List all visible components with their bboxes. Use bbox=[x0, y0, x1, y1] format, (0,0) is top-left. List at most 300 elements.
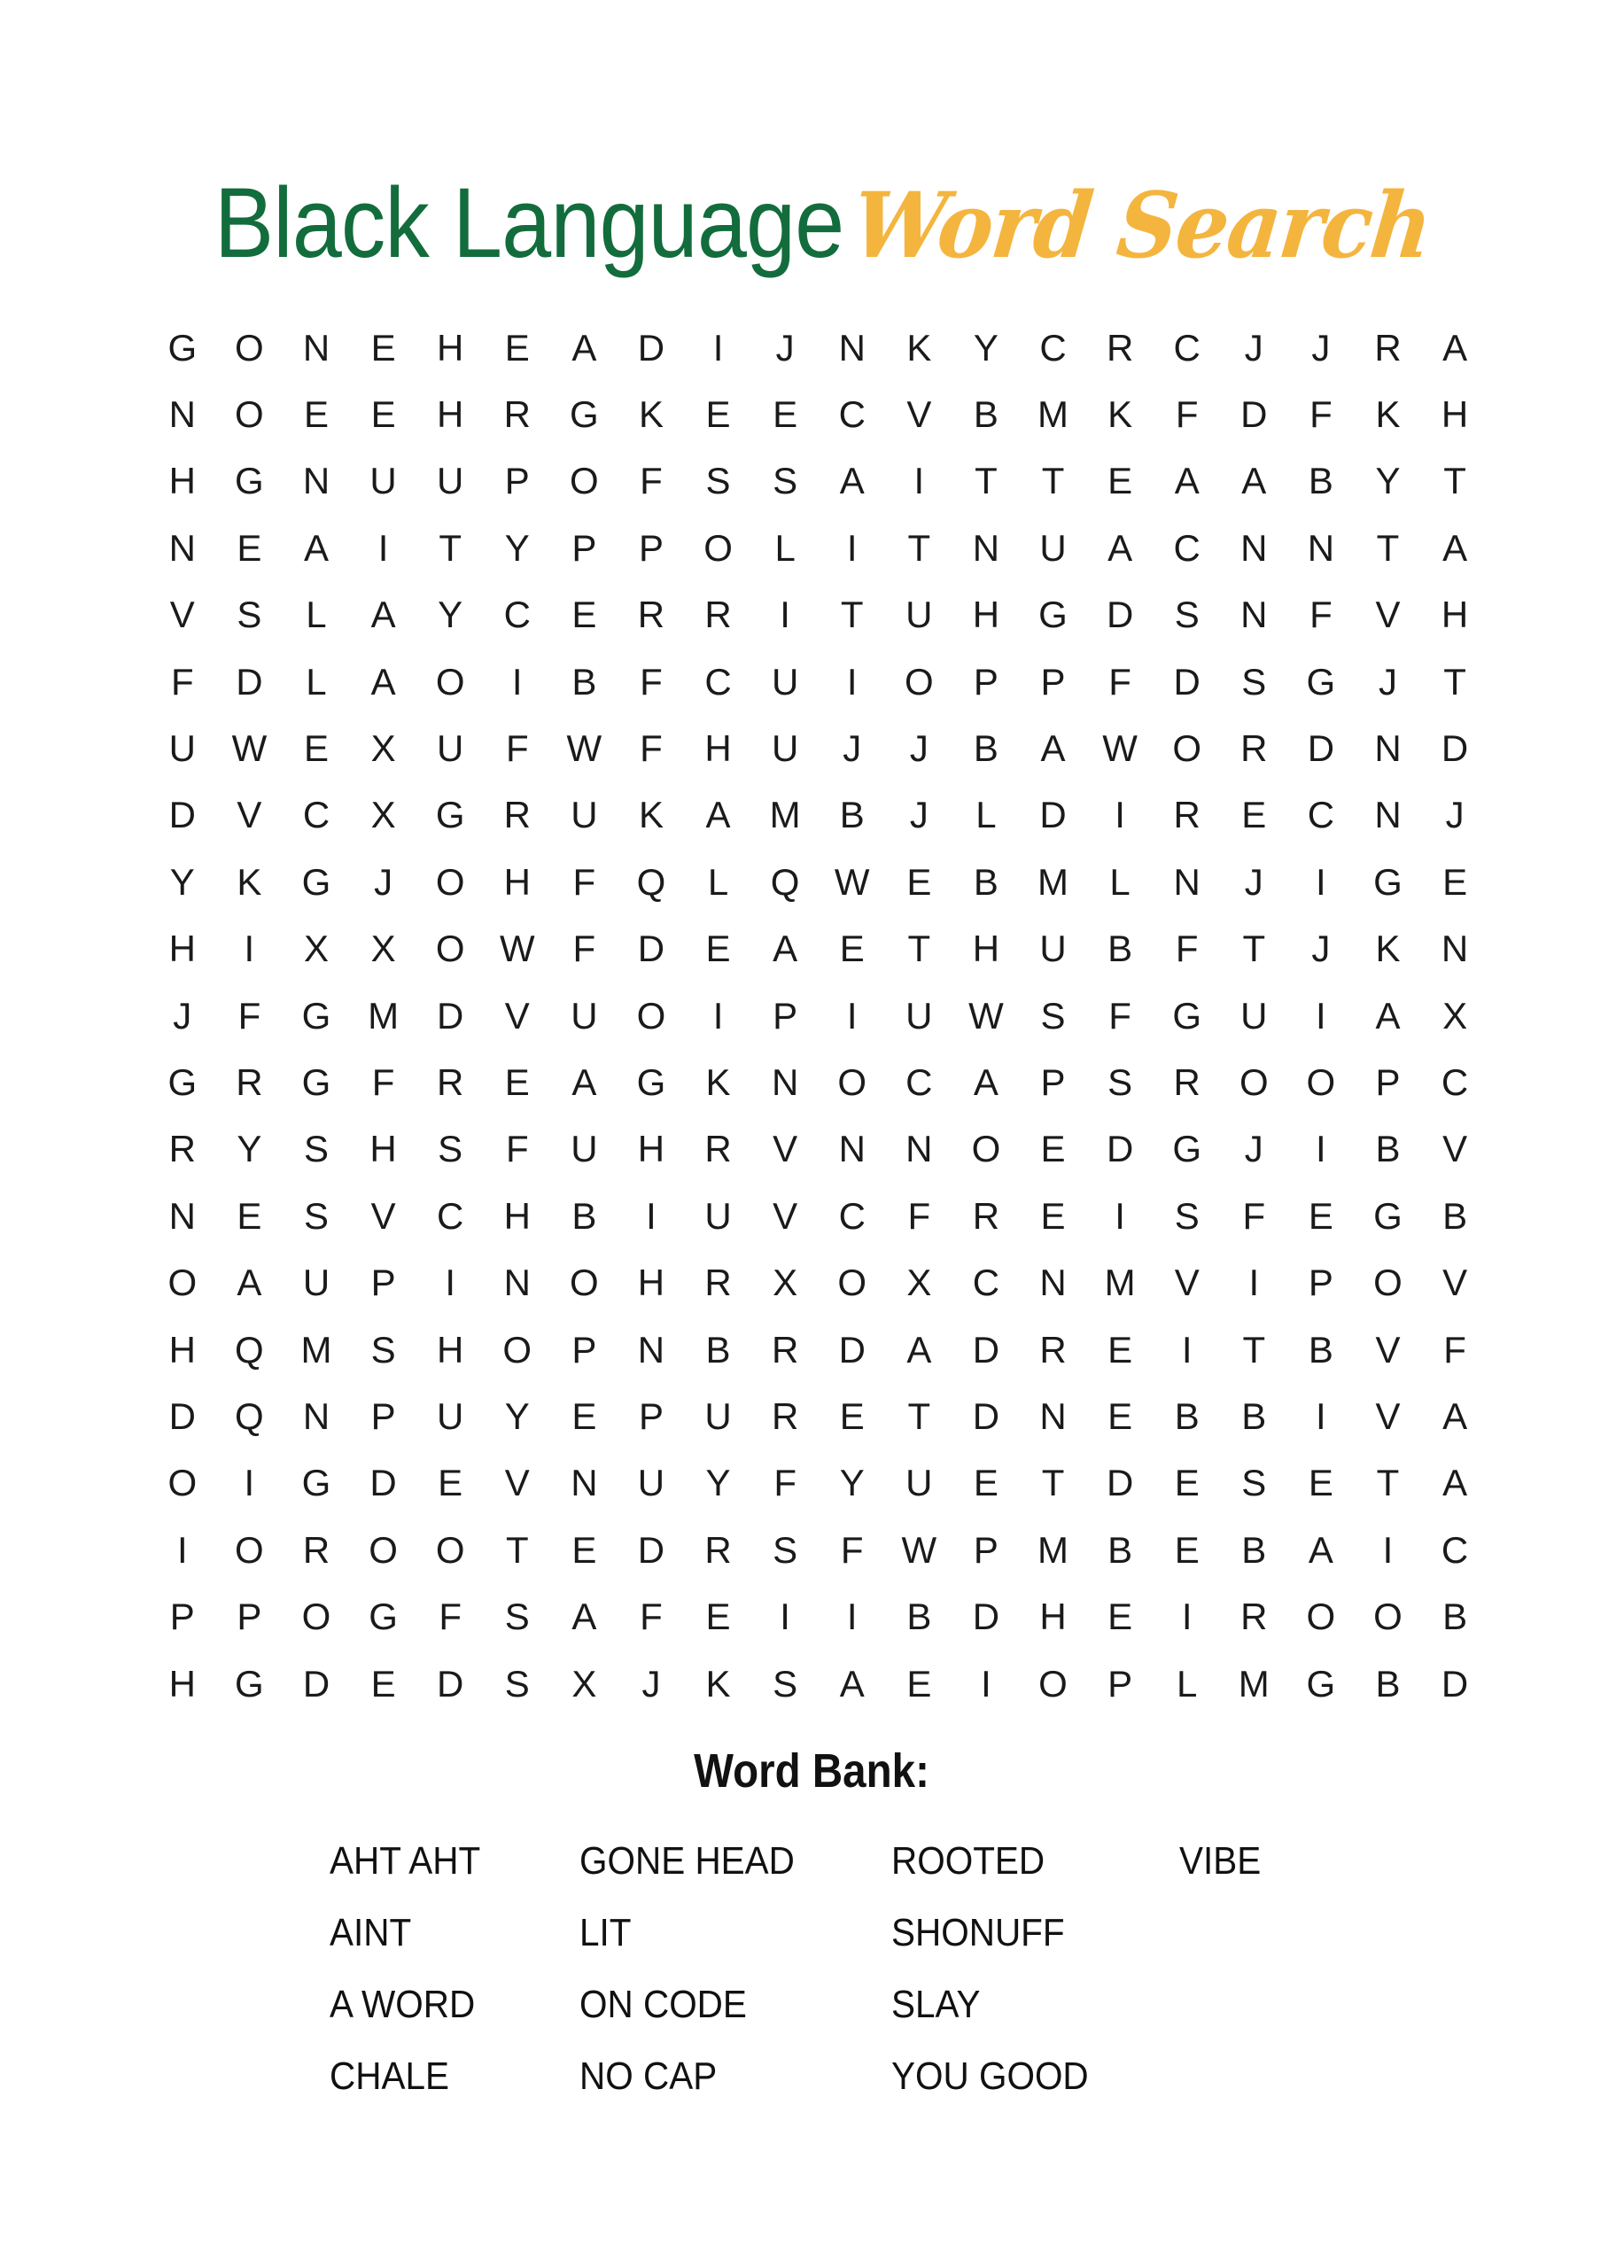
grid-letter[interactable]: I bbox=[846, 994, 858, 1037]
grid-letter[interactable]: A bbox=[1442, 326, 1468, 369]
grid-letter[interactable]: D bbox=[437, 994, 464, 1037]
grid-letter[interactable]: H bbox=[1441, 594, 1469, 636]
grid-letter[interactable]: E bbox=[773, 393, 798, 436]
grid-letter[interactable]: U bbox=[771, 727, 799, 770]
grid-letter[interactable]: V bbox=[773, 1128, 798, 1170]
grid-letter[interactable]: C bbox=[905, 1060, 933, 1103]
grid-letter[interactable]: P bbox=[1107, 1662, 1133, 1705]
grid-letter[interactable]: O bbox=[435, 860, 465, 903]
grid-letter[interactable]: J bbox=[1244, 1128, 1263, 1170]
grid-letter[interactable]: F bbox=[170, 660, 194, 703]
grid-letter[interactable]: D bbox=[1441, 727, 1469, 770]
grid-letter[interactable]: I bbox=[1316, 860, 1326, 903]
grid-letter[interactable]: I bbox=[1115, 794, 1125, 836]
grid-letter[interactable]: B bbox=[839, 794, 865, 836]
grid-letter[interactable]: N bbox=[1173, 860, 1201, 903]
grid-letter[interactable]: D bbox=[437, 1662, 464, 1705]
grid-letter[interactable]: O bbox=[301, 1596, 331, 1638]
grid-letter[interactable]: P bbox=[1040, 660, 1066, 703]
grid-letter[interactable]: B bbox=[1442, 1596, 1468, 1638]
grid-letter[interactable]: A bbox=[1241, 460, 1267, 502]
grid-letter[interactable]: A bbox=[1174, 460, 1200, 502]
grid-letter[interactable]: G bbox=[369, 1596, 398, 1638]
grid-letter[interactable]: Y bbox=[1375, 460, 1401, 502]
grid-letter[interactable]: X bbox=[370, 928, 396, 970]
grid-letter[interactable]: Q bbox=[636, 860, 666, 903]
grid-letter[interactable]: O bbox=[703, 526, 733, 569]
grid-letter[interactable]: B bbox=[1442, 1194, 1468, 1237]
grid-letter[interactable]: G bbox=[167, 1060, 198, 1103]
grid-letter[interactable]: X bbox=[303, 928, 329, 970]
grid-letter[interactable]: V bbox=[1375, 1328, 1401, 1371]
grid-letter[interactable]: A bbox=[571, 1596, 597, 1638]
grid-letter[interactable]: A bbox=[1442, 1394, 1468, 1437]
grid-letter[interactable]: P bbox=[1040, 1060, 1066, 1103]
grid-letter[interactable]: W bbox=[1102, 727, 1138, 770]
grid-letter[interactable]: V bbox=[504, 994, 530, 1037]
grid-letter[interactable]: T bbox=[439, 526, 462, 569]
grid-letter[interactable]: T bbox=[1443, 660, 1466, 703]
grid-letter[interactable]: N bbox=[571, 1462, 598, 1504]
grid-letter[interactable]: S bbox=[504, 1596, 530, 1638]
grid-letter[interactable]: P bbox=[1308, 1262, 1333, 1304]
grid-letter[interactable]: Y bbox=[973, 326, 998, 369]
grid-letter[interactable]: T bbox=[907, 526, 931, 569]
grid-letter[interactable]: A bbox=[906, 1328, 932, 1371]
grid-letter[interactable]: D bbox=[1039, 794, 1067, 836]
grid-letter[interactable]: V bbox=[906, 393, 932, 436]
grid-letter[interactable]: A bbox=[839, 460, 865, 502]
grid-letter[interactable]: I bbox=[780, 594, 790, 636]
grid-letter[interactable]: N bbox=[771, 1060, 799, 1103]
grid-letter[interactable]: B bbox=[571, 660, 597, 703]
grid-letter[interactable]: F bbox=[640, 660, 663, 703]
grid-letter[interactable]: G bbox=[301, 1462, 331, 1504]
grid-letter[interactable]: F bbox=[640, 727, 663, 770]
grid-letter[interactable]: N bbox=[1441, 928, 1469, 970]
grid-letter[interactable]: N bbox=[1039, 1262, 1067, 1304]
grid-letter[interactable]: X bbox=[1442, 994, 1468, 1037]
grid-letter[interactable]: O bbox=[837, 1262, 867, 1304]
grid-letter[interactable]: U bbox=[571, 794, 598, 836]
grid-letter[interactable]: F bbox=[1175, 928, 1199, 970]
grid-letter[interactable]: E bbox=[504, 1060, 530, 1103]
grid-letter[interactable]: W bbox=[566, 727, 602, 770]
grid-letter[interactable]: N bbox=[1374, 794, 1402, 836]
grid-letter[interactable]: U bbox=[1039, 928, 1067, 970]
grid-letter[interactable]: N bbox=[1307, 526, 1335, 569]
grid-letter[interactable]: S bbox=[773, 460, 798, 502]
grid-letter[interactable]: D bbox=[1240, 393, 1268, 436]
grid-letter[interactable]: F bbox=[1242, 1194, 1266, 1237]
grid-letter[interactable]: G bbox=[1306, 660, 1336, 703]
grid-letter[interactable]: H bbox=[437, 326, 464, 369]
grid-letter[interactable]: D bbox=[1106, 1462, 1134, 1504]
grid-letter[interactable]: B bbox=[1375, 1128, 1401, 1170]
grid-letter[interactable]: V bbox=[1375, 594, 1401, 636]
grid-letter[interactable]: Q bbox=[235, 1394, 264, 1437]
grid-letter[interactable]: Q bbox=[770, 860, 800, 903]
grid-letter[interactable]: A bbox=[571, 1060, 597, 1103]
grid-letter[interactable]: F bbox=[1309, 594, 1333, 636]
grid-letter[interactable]: R bbox=[771, 1328, 799, 1371]
grid-letter[interactable]: R bbox=[704, 1528, 732, 1571]
grid-letter[interactable]: G bbox=[636, 1060, 666, 1103]
grid-letter[interactable]: G bbox=[301, 994, 331, 1037]
grid-letter[interactable]: G bbox=[301, 860, 331, 903]
grid-letter[interactable]: I bbox=[646, 1194, 657, 1237]
grid-letter[interactable]: R bbox=[168, 1128, 196, 1170]
grid-letter[interactable]: X bbox=[370, 727, 396, 770]
grid-letter[interactable]: F bbox=[237, 994, 261, 1037]
grid-letter[interactable]: M bbox=[1037, 1528, 1069, 1571]
grid-letter[interactable]: L bbox=[975, 794, 997, 836]
grid-letter[interactable]: K bbox=[1375, 928, 1401, 970]
grid-letter[interactable]: T bbox=[505, 1528, 529, 1571]
grid-letter[interactable]: U bbox=[437, 1394, 464, 1437]
grid-letter[interactable]: R bbox=[771, 1394, 799, 1437]
grid-letter[interactable]: I bbox=[712, 994, 724, 1037]
grid-letter[interactable]: I bbox=[1115, 1194, 1125, 1237]
grid-letter[interactable]: R bbox=[236, 1060, 263, 1103]
grid-letter[interactable]: H bbox=[168, 460, 196, 502]
grid-letter[interactable]: C bbox=[1173, 326, 1201, 369]
grid-letter[interactable]: B bbox=[1241, 1394, 1267, 1437]
grid-letter[interactable]: H bbox=[168, 1328, 196, 1371]
grid-letter[interactable]: P bbox=[638, 1394, 664, 1437]
grid-letter[interactable]: I bbox=[1382, 1528, 1394, 1571]
grid-letter[interactable]: W bbox=[499, 928, 535, 970]
grid-letter[interactable]: C bbox=[1441, 1060, 1469, 1103]
grid-letter[interactable]: T bbox=[1041, 1462, 1065, 1504]
grid-letter[interactable]: E bbox=[1107, 1596, 1133, 1638]
grid-letter[interactable]: U bbox=[1039, 526, 1067, 569]
grid-letter[interactable]: H bbox=[972, 928, 1000, 970]
grid-letter[interactable]: E bbox=[1107, 1328, 1133, 1371]
grid-letter[interactable]: D bbox=[637, 1528, 665, 1571]
grid-letter[interactable]: B bbox=[1107, 928, 1133, 970]
grid-letter[interactable]: P bbox=[370, 1262, 396, 1304]
grid-letter[interactable]: I bbox=[712, 326, 724, 369]
grid-letter[interactable]: G bbox=[570, 393, 599, 436]
grid-letter[interactable]: N bbox=[972, 526, 1000, 569]
grid-letter[interactable]: H bbox=[503, 860, 531, 903]
grid-letter[interactable]: S bbox=[237, 594, 262, 636]
grid-letter[interactable]: I bbox=[1316, 994, 1326, 1037]
grid-letter[interactable]: D bbox=[369, 1462, 397, 1504]
grid-letter[interactable]: H bbox=[437, 393, 464, 436]
grid-letter[interactable]: R bbox=[704, 1262, 732, 1304]
grid-letter[interactable]: X bbox=[906, 1262, 932, 1304]
grid-letter[interactable]: C bbox=[838, 1194, 866, 1237]
grid-letter[interactable]: E bbox=[1040, 1194, 1066, 1237]
grid-letter[interactable]: Y bbox=[438, 594, 463, 636]
grid-letter[interactable]: O bbox=[1306, 1060, 1336, 1103]
grid-letter[interactable]: I bbox=[511, 660, 523, 703]
grid-letter[interactable]: E bbox=[839, 1394, 865, 1437]
grid-letter[interactable]: B bbox=[1375, 1662, 1401, 1705]
grid-letter[interactable]: A bbox=[370, 594, 396, 636]
grid-letter[interactable]: I bbox=[1248, 1262, 1260, 1304]
grid-letter[interactable]: U bbox=[704, 1394, 732, 1437]
grid-letter[interactable]: M bbox=[1037, 860, 1069, 903]
grid-letter[interactable]: I bbox=[846, 660, 858, 703]
grid-letter[interactable]: Y bbox=[504, 526, 530, 569]
grid-letter[interactable]: A bbox=[1442, 1462, 1468, 1504]
grid-letter[interactable]: N bbox=[838, 326, 866, 369]
grid-letter[interactable]: B bbox=[1241, 1528, 1267, 1571]
grid-letter[interactable]: U bbox=[571, 994, 598, 1037]
grid-letter[interactable]: M bbox=[1037, 393, 1069, 436]
grid-letter[interactable]: W bbox=[968, 994, 1004, 1037]
grid-letter[interactable]: Y bbox=[839, 1462, 865, 1504]
grid-letter[interactable]: D bbox=[168, 1394, 196, 1437]
grid-letter[interactable]: J bbox=[909, 727, 929, 770]
grid-letter[interactable]: N bbox=[637, 1328, 665, 1371]
grid-letter[interactable]: H bbox=[168, 928, 196, 970]
grid-letter[interactable]: K bbox=[1107, 393, 1133, 436]
grid-letter[interactable]: E bbox=[571, 1528, 597, 1571]
grid-letter[interactable]: H bbox=[503, 1194, 531, 1237]
grid-letter[interactable]: A bbox=[1107, 526, 1133, 569]
grid-letter[interactable]: I bbox=[244, 928, 255, 970]
grid-letter[interactable]: P bbox=[370, 1394, 396, 1437]
grid-letter[interactable]: S bbox=[504, 1662, 530, 1705]
grid-letter[interactable]: S bbox=[1241, 1462, 1267, 1504]
grid-letter[interactable]: A bbox=[237, 1262, 262, 1304]
grid-letter[interactable]: I bbox=[176, 1528, 188, 1571]
grid-letter[interactable]: X bbox=[370, 794, 396, 836]
grid-letter[interactable]: X bbox=[571, 1662, 597, 1705]
grid-letter[interactable]: A bbox=[973, 1060, 998, 1103]
grid-letter[interactable]: D bbox=[972, 1328, 1000, 1371]
grid-letter[interactable]: F bbox=[840, 1528, 864, 1571]
grid-letter[interactable]: P bbox=[504, 460, 530, 502]
grid-letter[interactable]: L bbox=[1177, 1662, 1198, 1705]
grid-letter[interactable]: S bbox=[303, 1128, 329, 1170]
grid-letter[interactable]: U bbox=[571, 1128, 598, 1170]
grid-letter[interactable]: S bbox=[1174, 1194, 1200, 1237]
grid-letter[interactable]: K bbox=[237, 860, 262, 903]
grid-letter[interactable]: F bbox=[505, 727, 529, 770]
grid-letter[interactable]: B bbox=[1174, 1394, 1200, 1437]
grid-letter[interactable]: E bbox=[370, 1662, 396, 1705]
grid-letter[interactable]: V bbox=[1442, 1262, 1468, 1304]
grid-letter[interactable]: N bbox=[302, 460, 330, 502]
grid-letter[interactable]: N bbox=[838, 1128, 866, 1170]
grid-letter[interactable]: F bbox=[1108, 660, 1131, 703]
grid-letter[interactable]: F bbox=[1309, 393, 1333, 436]
grid-letter[interactable]: O bbox=[167, 1462, 198, 1504]
grid-letter[interactable]: M bbox=[769, 794, 801, 836]
grid-letter[interactable]: J bbox=[843, 727, 862, 770]
grid-letter[interactable]: C bbox=[1039, 326, 1067, 369]
grid-letter[interactable]: K bbox=[705, 1662, 731, 1705]
grid-letter[interactable]: F bbox=[1443, 1328, 1466, 1371]
grid-letter[interactable]: D bbox=[1106, 594, 1134, 636]
grid-letter[interactable]: B bbox=[1308, 460, 1333, 502]
grid-letter[interactable]: E bbox=[1308, 1194, 1333, 1237]
grid-letter[interactable]: O bbox=[837, 1060, 867, 1103]
grid-letter[interactable]: A bbox=[571, 326, 597, 369]
grid-letter[interactable]: E bbox=[237, 526, 262, 569]
grid-letter[interactable]: J bbox=[1244, 860, 1263, 903]
grid-letter[interactable]: U bbox=[1240, 994, 1268, 1037]
grid-letter[interactable]: E bbox=[906, 860, 932, 903]
grid-letter[interactable]: J bbox=[374, 860, 393, 903]
grid-letter[interactable]: R bbox=[1374, 326, 1402, 369]
grid-letter[interactable]: C bbox=[1173, 526, 1201, 569]
grid-letter[interactable]: O bbox=[971, 1128, 1001, 1170]
grid-letter[interactable]: G bbox=[435, 794, 465, 836]
grid-letter[interactable]: C bbox=[302, 794, 330, 836]
grid-letter[interactable]: R bbox=[503, 794, 531, 836]
grid-letter[interactable]: S bbox=[370, 1328, 396, 1371]
grid-letter[interactable]: U bbox=[369, 460, 397, 502]
grid-letter[interactable]: L bbox=[707, 860, 729, 903]
grid-letter[interactable]: S bbox=[1107, 1060, 1133, 1103]
grid-letter[interactable]: B bbox=[973, 393, 998, 436]
grid-letter[interactable]: H bbox=[1039, 1596, 1067, 1638]
grid-letter[interactable]: A bbox=[303, 526, 329, 569]
grid-letter[interactable]: F bbox=[907, 1194, 931, 1237]
grid-letter[interactable]: D bbox=[302, 1662, 330, 1705]
grid-letter[interactable]: O bbox=[570, 1262, 599, 1304]
grid-letter[interactable]: F bbox=[640, 1596, 663, 1638]
grid-letter[interactable]: E bbox=[705, 393, 731, 436]
grid-letter[interactable]: N bbox=[168, 393, 196, 436]
grid-letter[interactable]: B bbox=[571, 1194, 597, 1237]
grid-letter[interactable]: U bbox=[905, 994, 933, 1037]
grid-letter[interactable]: H bbox=[637, 1128, 665, 1170]
grid-letter[interactable]: U bbox=[905, 1462, 933, 1504]
grid-letter[interactable]: N bbox=[503, 1262, 531, 1304]
grid-letter[interactable]: O bbox=[502, 1328, 532, 1371]
grid-letter[interactable]: R bbox=[704, 1128, 732, 1170]
grid-letter[interactable]: E bbox=[571, 594, 597, 636]
grid-letter[interactable]: T bbox=[1443, 460, 1466, 502]
grid-letter[interactable]: E bbox=[705, 1596, 731, 1638]
grid-letter[interactable]: P bbox=[169, 1596, 195, 1638]
grid-letter[interactable]: P bbox=[638, 526, 664, 569]
grid-letter[interactable]: E bbox=[1308, 1462, 1333, 1504]
grid-letter[interactable]: V bbox=[773, 1194, 798, 1237]
grid-letter[interactable]: N bbox=[905, 1128, 933, 1170]
grid-letter[interactable]: C bbox=[437, 1194, 464, 1237]
grid-letter[interactable]: A bbox=[370, 660, 396, 703]
grid-letter[interactable]: D bbox=[1307, 727, 1335, 770]
grid-letter[interactable]: R bbox=[1106, 326, 1134, 369]
grid-letter[interactable]: I bbox=[377, 526, 389, 569]
grid-letter[interactable]: E bbox=[906, 1662, 932, 1705]
grid-letter[interactable]: E bbox=[438, 1462, 463, 1504]
grid-letter[interactable]: C bbox=[838, 393, 866, 436]
grid-letter[interactable]: B bbox=[906, 1596, 932, 1638]
grid-letter[interactable]: G bbox=[1373, 860, 1403, 903]
grid-letter[interactable]: C bbox=[1441, 1528, 1469, 1571]
grid-letter[interactable]: V bbox=[504, 1462, 530, 1504]
grid-letter[interactable]: R bbox=[437, 1060, 464, 1103]
grid-letter[interactable]: V bbox=[1174, 1262, 1200, 1304]
grid-letter[interactable]: E bbox=[237, 1194, 262, 1237]
grid-letter[interactable]: S bbox=[705, 460, 731, 502]
grid-letter[interactable]: F bbox=[640, 460, 663, 502]
grid-letter[interactable]: O bbox=[167, 1262, 198, 1304]
grid-letter[interactable]: J bbox=[1445, 794, 1465, 836]
grid-letter[interactable]: K bbox=[638, 794, 664, 836]
grid-letter[interactable]: N bbox=[302, 326, 330, 369]
grid-letter[interactable]: T bbox=[1041, 460, 1065, 502]
grid-letter[interactable]: I bbox=[244, 1462, 255, 1504]
grid-letter[interactable]: T bbox=[1242, 928, 1266, 970]
grid-letter[interactable]: M bbox=[1238, 1662, 1270, 1705]
grid-letter[interactable]: A bbox=[705, 794, 731, 836]
grid-letter[interactable]: H bbox=[1441, 393, 1469, 436]
grid-letter[interactable]: I bbox=[1316, 1128, 1326, 1170]
grid-letter[interactable]: H bbox=[369, 1128, 397, 1170]
grid-letter[interactable]: V bbox=[1375, 1394, 1401, 1437]
grid-letter[interactable]: I bbox=[445, 1262, 455, 1304]
grid-letter[interactable]: J bbox=[1378, 660, 1397, 703]
grid-letter[interactable]: E bbox=[370, 393, 396, 436]
grid-letter[interactable]: N bbox=[302, 1394, 330, 1437]
grid-letter[interactable]: U bbox=[437, 460, 464, 502]
grid-letter[interactable]: F bbox=[572, 928, 596, 970]
grid-letter[interactable]: I bbox=[1316, 1394, 1326, 1437]
grid-letter[interactable]: Y bbox=[504, 1394, 530, 1437]
grid-letter[interactable]: U bbox=[704, 1194, 732, 1237]
grid-letter[interactable]: O bbox=[636, 994, 666, 1037]
grid-letter[interactable]: D bbox=[1173, 660, 1201, 703]
grid-letter[interactable]: A bbox=[1375, 994, 1401, 1037]
grid-letter[interactable]: J bbox=[909, 794, 929, 836]
grid-letter[interactable]: M bbox=[1104, 1262, 1136, 1304]
grid-letter[interactable]: H bbox=[168, 1662, 196, 1705]
grid-letter[interactable]: R bbox=[1173, 794, 1201, 836]
grid-letter[interactable]: V bbox=[169, 594, 195, 636]
grid-letter[interactable]: O bbox=[435, 928, 465, 970]
grid-letter[interactable]: D bbox=[1441, 1662, 1469, 1705]
grid-letter[interactable]: D bbox=[637, 928, 665, 970]
grid-letter[interactable]: W bbox=[231, 727, 268, 770]
grid-letter[interactable]: O bbox=[570, 460, 599, 502]
grid-letter[interactable]: J bbox=[1244, 326, 1263, 369]
grid-letter[interactable]: E bbox=[1241, 794, 1267, 836]
grid-letter[interactable]: E bbox=[303, 727, 329, 770]
grid-letter[interactable]: P bbox=[973, 1528, 998, 1571]
grid-letter[interactable]: C bbox=[1307, 794, 1335, 836]
grid-letter[interactable]: V bbox=[237, 794, 262, 836]
grid-letter[interactable]: Y bbox=[705, 1462, 731, 1504]
grid-letter[interactable]: J bbox=[1311, 326, 1331, 369]
grid-letter[interactable]: U bbox=[168, 727, 196, 770]
grid-letter[interactable]: K bbox=[638, 393, 664, 436]
grid-letter[interactable]: E bbox=[705, 928, 731, 970]
grid-letter[interactable]: E bbox=[1107, 1394, 1133, 1437]
grid-letter[interactable]: E bbox=[571, 1394, 597, 1437]
grid-letter[interactable]: Q bbox=[235, 1328, 264, 1371]
grid-letter[interactable]: U bbox=[302, 1262, 330, 1304]
grid-letter[interactable]: E bbox=[303, 393, 329, 436]
grid-letter[interactable]: A bbox=[839, 1662, 865, 1705]
grid-letter[interactable]: N bbox=[1039, 1394, 1067, 1437]
grid-letter[interactable]: E bbox=[1107, 460, 1133, 502]
grid-letter[interactable]: U bbox=[637, 1462, 665, 1504]
grid-letter[interactable]: E bbox=[839, 928, 865, 970]
grid-letter[interactable]: T bbox=[907, 1394, 931, 1437]
grid-letter[interactable]: P bbox=[973, 660, 998, 703]
grid-letter[interactable]: C bbox=[704, 660, 732, 703]
